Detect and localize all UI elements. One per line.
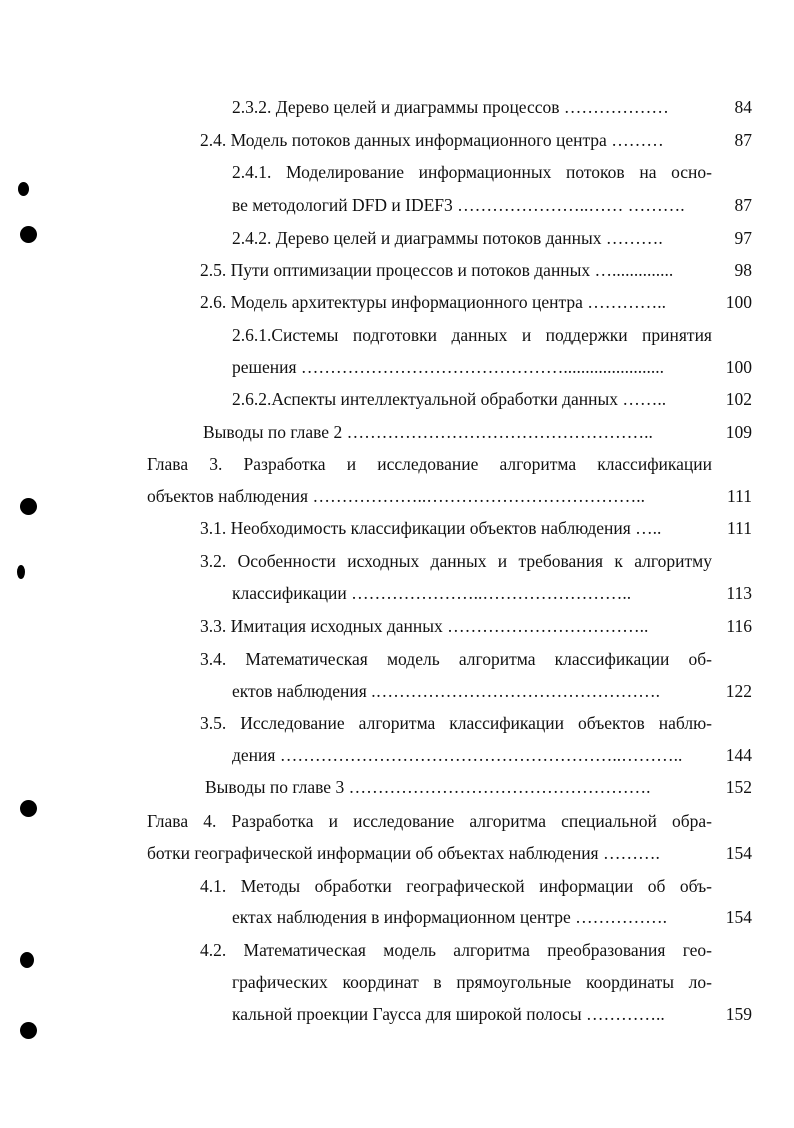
toc-entry: 3.4. Математическая модель алгоритма классификации об- [200,649,712,669]
binder-hole [20,952,34,968]
toc-page-number: 109 [725,422,752,442]
toc-entry: 2.4. Модель потоков данных информационного центра ……… [200,130,664,150]
toc-entry: ботки географической информации об объектах наблюдения ………. [147,843,660,863]
toc-page-number: 116 [726,616,752,636]
toc-entry: дения …………………………………………………..……….. [232,745,683,765]
toc-page-number: 144 [725,745,752,765]
binder-hole [18,182,29,196]
toc-entry: кальной проекции Гаусса для широкой полосы ………….. [232,1004,665,1024]
binder-hole [17,565,25,579]
toc-page-number: 159 [725,1004,752,1024]
toc-page-number: 87 [734,195,752,215]
toc-page-number: 111 [727,486,752,506]
toc-entry: 2.4.2. Дерево целей и диаграммы потоков данных ………. [232,228,663,248]
toc-entry: 2.6.1.Системы подготовки данных и поддержки принятия [232,325,712,345]
toc-page-number: 84 [734,97,752,117]
toc-entry: 2.4.1. Моделирование информационных потоков на осно- [232,162,712,182]
toc-entry: ектах наблюдения в информационном центре ……………. [232,907,668,927]
toc-entry: Глава 3. Разработка и исследование алгоритма классификации [147,454,712,474]
binder-hole [20,800,37,817]
toc-page-number: 100 [725,292,752,312]
binder-hole [20,498,37,515]
toc-page-number: 98 [734,260,752,280]
toc-entry: Выводы по главе 3 ……………………………………………. [205,777,651,797]
toc-entry: графических координат в прямоугольные координаты ло- [232,972,712,992]
toc-entry: решения ………………………………………....................... [232,357,665,377]
toc-page-number: 122 [725,681,752,701]
toc-entry: 2.6. Модель архитектуры информационного центра ………….. [200,292,666,312]
toc-page-number: 113 [726,583,752,603]
toc-entry: ве методологий DFD и IDEF3 …………………..…… ………. [232,195,685,215]
toc-page-number: 97 [734,228,752,248]
toc-entry: объектов наблюдения ………………..……………………………….. [147,486,645,506]
toc-page-number: 111 [727,518,752,538]
toc-page-number: 102 [725,389,752,409]
toc-page-number: 87 [734,130,752,150]
toc-page-number: 100 [725,357,752,377]
binder-hole [20,226,37,243]
toc-entry: 3.2. Особенности исходных данных и требования к алгоритму [200,551,712,571]
toc-entry: 4.2. Математическая модель алгоритма преобразования гео- [200,940,712,960]
toc-entry: 3.5. Исследование алгоритма классификации объектов наблю- [200,713,712,733]
binder-hole [20,1022,37,1039]
toc-entry: ектов наблюдения .…………………………………………. [232,681,660,701]
toc-entry: классификации …………………..…………………….. [232,583,632,603]
toc-entry: 3.3. Имитация исходных данных …………………………….. [200,616,649,636]
toc-page-number: 154 [725,843,752,863]
toc-entry: 2.5. Пути оптимизации процессов и потоков данных ….............. [200,260,674,280]
toc-entry: 4.1. Методы обработки географической информации об объ- [200,876,712,896]
toc-entry: Выводы по главе 2 …………………………………………….. [203,422,653,442]
toc-entry: Глава 4. Разработка и исследование алгоритма специальной обра- [147,811,712,831]
toc-entry: 2.3.2. Дерево целей и диаграммы процессов ……………… [232,97,669,117]
toc-entry: 2.6.2.Аспекты интеллектуальной обработки данных …….. [232,389,667,409]
toc-page-number: 152 [725,777,752,797]
toc-entry: 3.1. Необходимость классификации объектов наблюдения ….. [200,518,662,538]
toc-page-number: 154 [725,907,752,927]
